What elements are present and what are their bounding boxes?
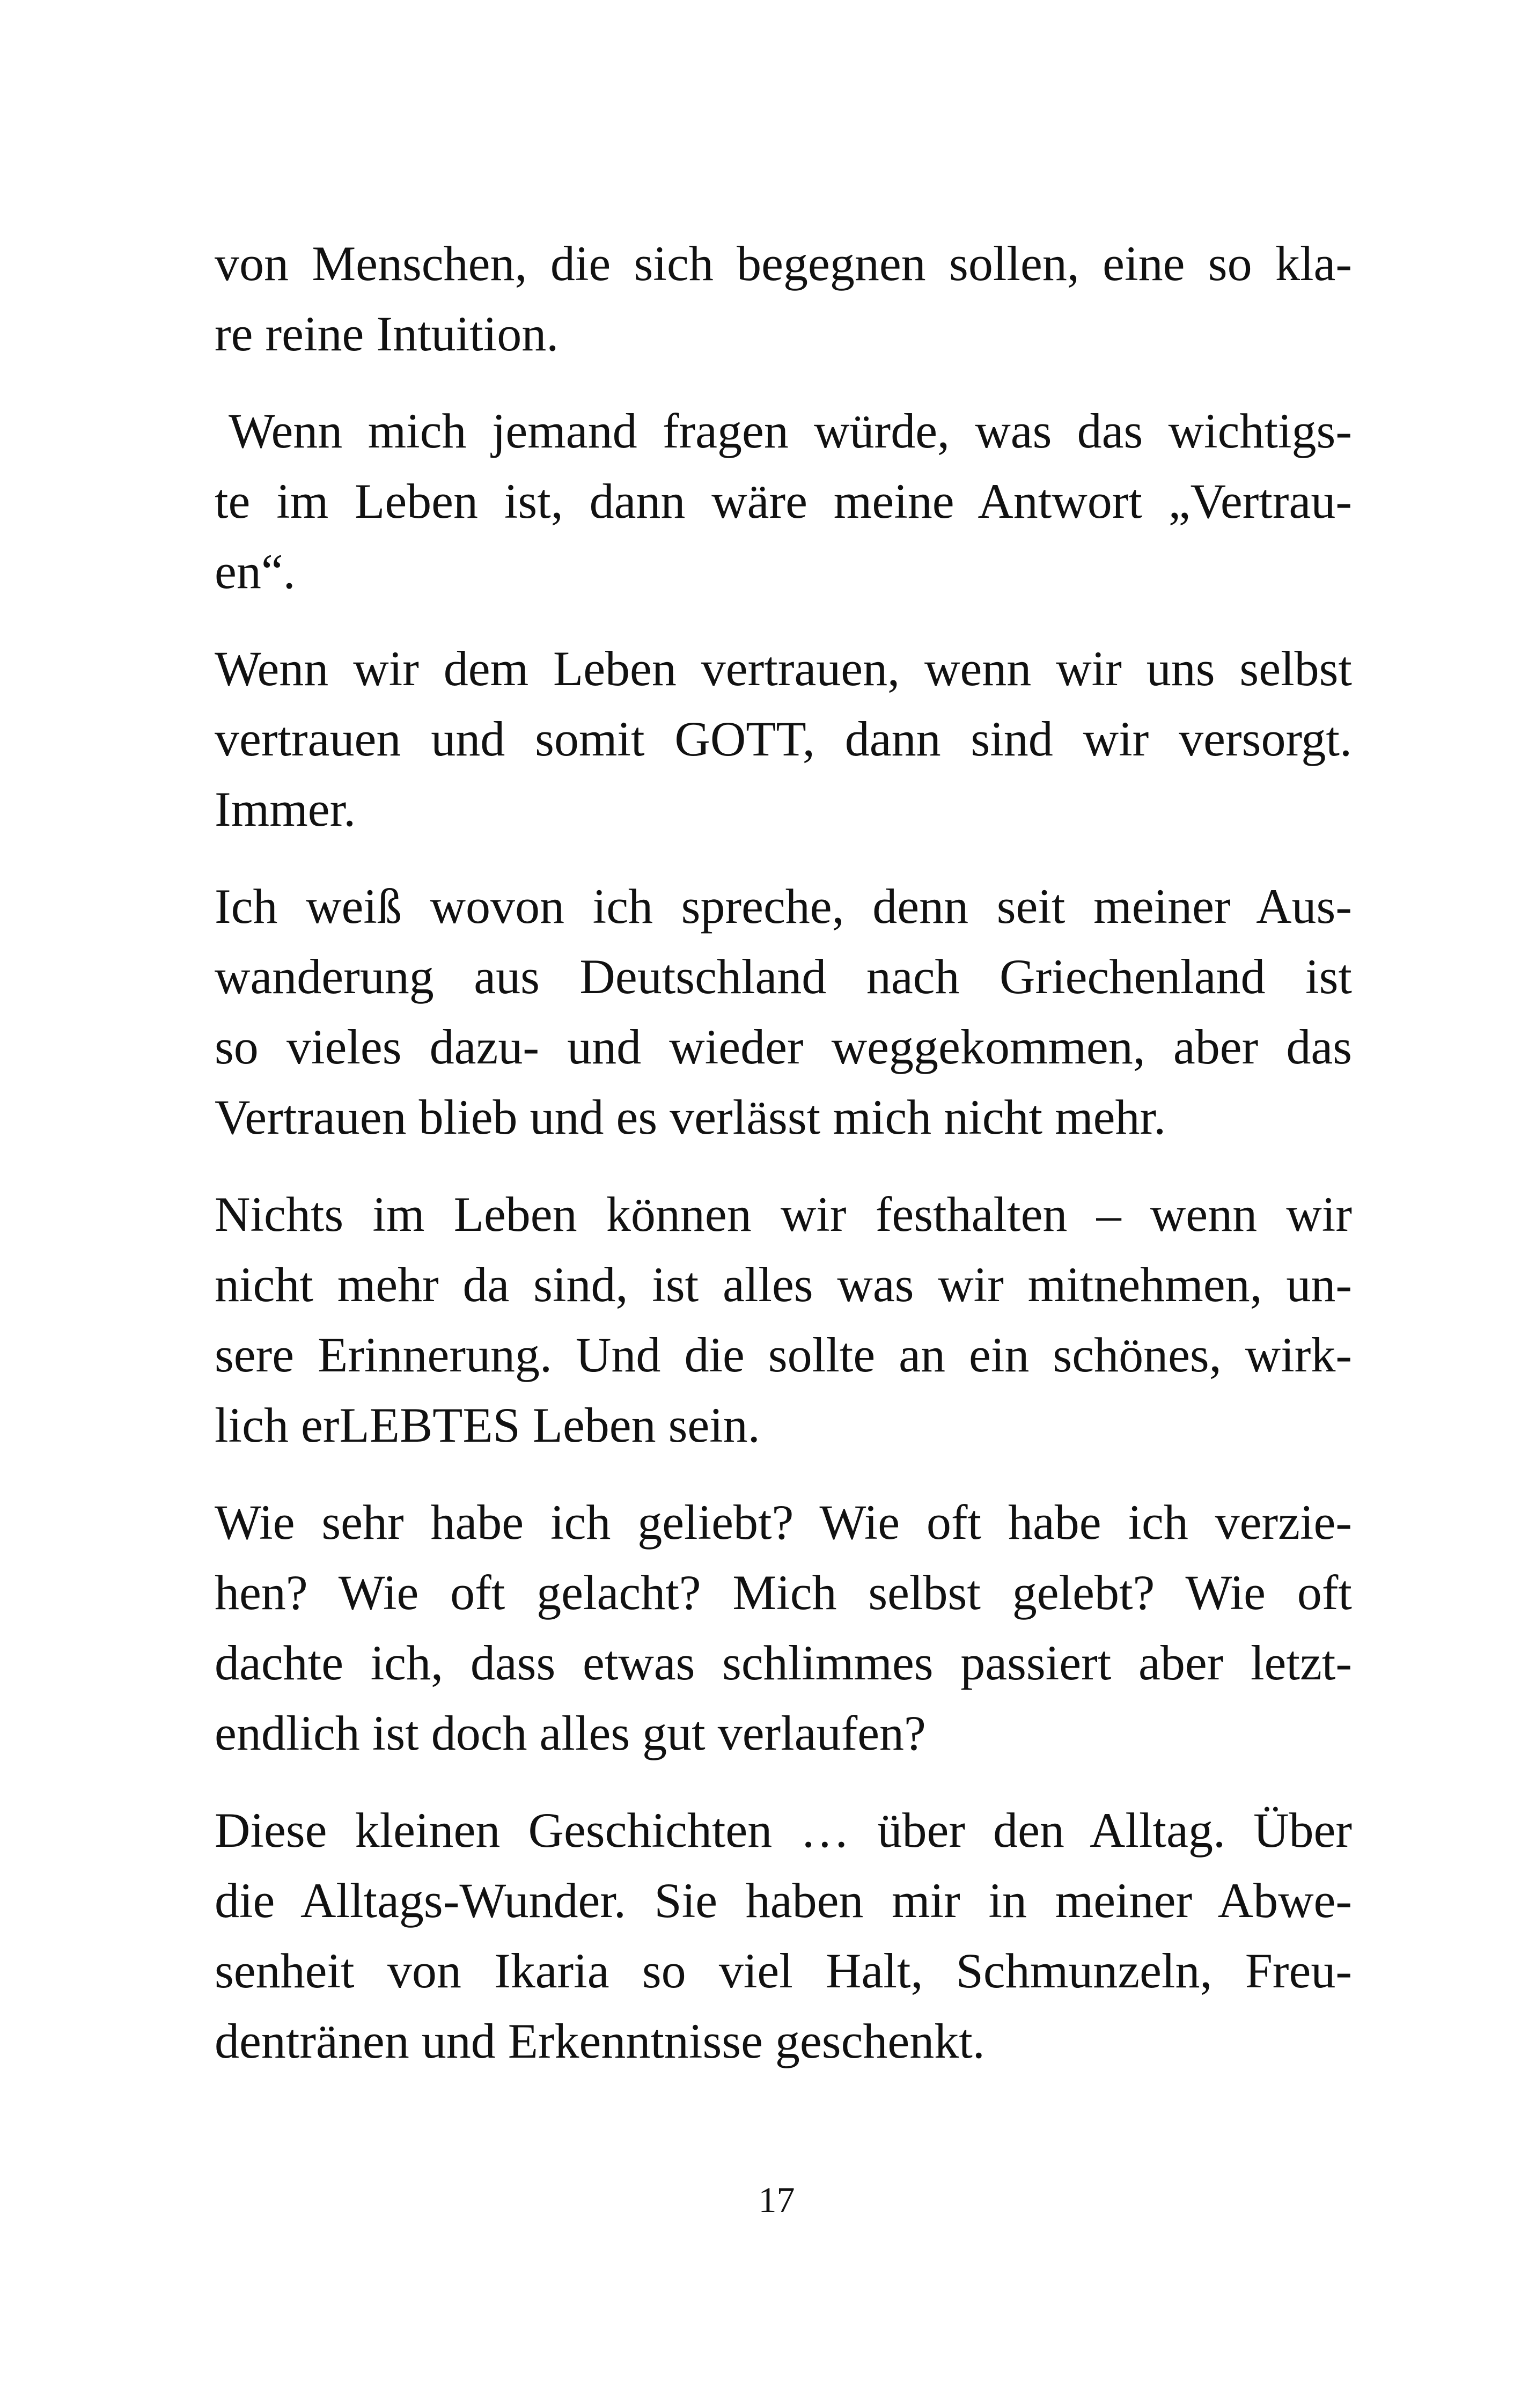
text-line: wanderung aus Deutschland nach Griechenland ist	[215, 949, 1352, 1004]
paragraph-4	[215, 871, 1352, 1152]
text-line: sere Erinnerung. Und die sollte an ein schönes, wirk-	[215, 1327, 1352, 1382]
text-line: Nichts im Leben können wir festhalten – wenn wir	[215, 1187, 1352, 1242]
text-line: Wenn mich jemand fragen würde, was das wichtigs-	[229, 403, 1352, 458]
paragraph-1	[215, 229, 1352, 369]
text-line: Wenn wir dem Leben vertrauen, wenn wir uns selbst	[215, 641, 1352, 696]
text-line: nicht mehr da sind, ist alles was wir mitnehmen, un-	[215, 1257, 1352, 1312]
text-line: hen? Wie oft gelacht? Mich selbst gelebt? Wie oft	[215, 1565, 1352, 1620]
text-line: Immer.	[215, 782, 356, 836]
paragraph-7	[215, 1795, 1352, 2076]
text-line: endlich ist doch alles gut verlaufen?	[215, 1706, 926, 1760]
text-line: so vieles dazu- und wieder weggekommen, aber das	[215, 1019, 1352, 1074]
text-line: vertrauen und somit GOTT, dann sind wir versorgt.	[215, 711, 1352, 766]
paragraph-6	[215, 1487, 1352, 1768]
text-line: Diese kleinen Geschichten … über den Alltag. Über	[215, 1803, 1352, 1858]
paragraph-3	[215, 634, 1352, 845]
text-line: lich erLEBTES Leben sein.	[215, 1398, 760, 1452]
text-line: von Menschen, die sich begegnen sollen, eine so kla-	[215, 236, 1352, 291]
text-line: en“.	[215, 544, 296, 599]
text-line: te im Leben ist, dann wäre meine Antwort „Vertrau-	[215, 474, 1352, 528]
text-line: Vertrauen blieb und es verlässt mich nicht mehr.	[215, 1090, 1166, 1144]
page-number: 17	[758, 2179, 795, 2220]
text-line: dachte ich, dass etwas schlimmes passiert aber letzt-	[215, 1635, 1352, 1690]
text-line: dentränen und Erkenntnisse geschenkt.	[215, 2014, 985, 2068]
paragraph-2	[215, 396, 1352, 607]
text-line: Ich weiß wovon ich spreche, denn seit meiner Aus-	[215, 879, 1352, 934]
body-text	[215, 229, 1352, 2103]
text-line: die Alltags-Wunder. Sie haben mir in meiner Abwe-	[215, 1873, 1352, 1928]
text-line: re reine Intuition.	[215, 306, 559, 361]
text-line: senheit von Ikaria so viel Halt, Schmunzeln, Freu-	[215, 1943, 1352, 1998]
text-line: Wie sehr habe ich geliebt? Wie oft habe ich verzie-	[215, 1495, 1352, 1550]
paragraph-5	[215, 1179, 1352, 1460]
